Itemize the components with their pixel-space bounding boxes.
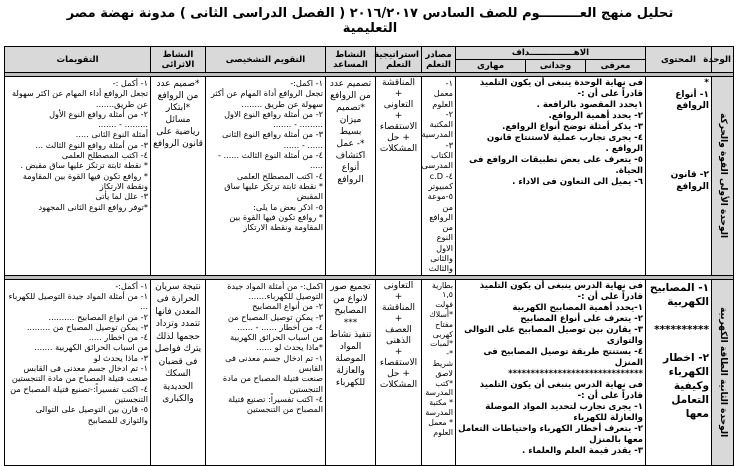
objectives-cell: فى نهاية الدرس ينبغى أن يكون التلميذ قادراً على أن :- ١-يحدد أهمية المصابيح الكهربية ٢- يتعرف على أنواع المصابيح ٣- يقارن بين توصيل المصابيح على التوالى والتوازى ٤- يستنتج طريقة توصيل المصابيح فى المنزل ****************************** فى نهاية الدرس ينبغى أن يكون التلميذ قادراً على أن :- ١- يجرى تجارب لتحديد المواد الموصلة والعازلة للكهرباء ٢- يتعرف أخطار الكهرباء واحتياطات التعامل معها بالمنزل ٣- يقدر قيمة العلم والعلماء . bbox=[456, 279, 646, 465]
header-diagnostic: التقويم التشخيصى bbox=[206, 47, 326, 73]
aids-cell: تصميم عدد من الروافع *تصميم ميزان بسيط *- عمل اكتشاف أنواع الروافع bbox=[326, 77, 376, 276]
header-objectives: الاهـــــــــــــــداف bbox=[456, 47, 646, 60]
content-cell: * ١- أنواع الروافع ٢- قانون الروافع bbox=[646, 77, 712, 276]
header-unit: الوحدة bbox=[712, 47, 734, 73]
table-row bbox=[5, 77, 734, 276]
header-content: المحتوى bbox=[646, 47, 712, 73]
header-strategies: استراتيجية التعلم bbox=[376, 47, 422, 73]
header-sources: مصادر التعلم bbox=[422, 47, 456, 73]
unit-cell: الوحدة الأولى القوة والحركة bbox=[712, 77, 734, 276]
table-row bbox=[5, 279, 734, 465]
diagnostic-cell: اكمل:- من أمثلة المواد جيدة التوصيل للكهرباء....... ٢- من أنواع المصابيح ٣- يمكن توصيل المصباح من ٤- من أخطار ...... - ...... من اسباب الحرائق الكهربية *ماذا يحدث لو ...... ١- تم ادخال جسم معدنى فى القابس صنعت فتيلة المصباح من مادة التنجستين ٤- اكتب تفسيراً: تصنيع فتيلة المصباح من التنجستين bbox=[206, 279, 326, 465]
strategies-cell: المناقشة + التعاونى + الاستقصاء + حل المشكلات bbox=[376, 77, 422, 276]
objectives-cell: فى نهاية الوحدة ينبغى أن يكون التلميذ قادراً على أن :- ١يحدد المقصود بالرافعة . ٢- يحدد أهمية الروافع. ٣- يذكر أمثلة توضح أنواع الروافع. ٤- يجرى تجارب عملية لاستنتاج قانون الروافع . ٥- يتعرف على بعض تطبيقات الروافع فى الحياة. ٦- يميل الى التعاون فى الاداء . bbox=[456, 77, 646, 276]
header-cognitive: معرفى bbox=[586, 60, 646, 73]
enrichment-cell: *صميم عدد من الروافع *ابتكار مسائل رياضية على قانون الروافع bbox=[151, 77, 206, 276]
header-enrichment: النشاط الاثرائى bbox=[151, 47, 206, 73]
header-affective: وجدانى bbox=[526, 60, 586, 73]
sources-cell: بطارية ١,٥ فولت *أسلاك مفتاح كهربى *لمبات *- شريط لاصق *كتب المدرسة * مكتبة المدرسة * معمل العلوم bbox=[422, 279, 456, 465]
page-title: تحليل منهج العـــــــــوم للصف السادس ٢٠١٦/٢٠١٧ ( الفصل الدراسى الثانى ) مدونة نهضة مصر التعليمية bbox=[66, 6, 674, 36]
header-assessments: التقويمات bbox=[5, 47, 151, 73]
enrichment-cell: نتيجة سريان الحرارة فى المعدن فانها تتمدد وتزداد حجمها لذلك يترك فواصل فى قضبان السكك الحديدية والكبارى bbox=[151, 279, 206, 465]
diagnostic-cell: ١- اكمل:- تجعل الروافع أداة المهام عن أكثر سهولة عن طريق ........ ٢- من أمثلة روافع النوع الاول ......... - ....... ٣- من أمثلة روافع النوع الثانى ...... - ...... ٤- من أمثلة النوع الثالث ...... - ..... ٤- اكتب المصطلح العلمى * نقطة ثابتة ترتكز عليها ساق المقبض ٥- اذكر بعض ما يلى: * روافع تكون فيها القوة بين المقاومة ونقطة الارتكاز bbox=[206, 77, 326, 276]
strategies-cell: التعاونى + المناقشة + العصف الذهنى + الاستقصاء + حل المشكلات bbox=[376, 279, 422, 465]
header-aids: النشاط المساعد bbox=[326, 47, 376, 73]
aids-cell: تجميع صور لانواع من المصابيح *** تنفيذ نشاط المواد الموصلة والعازلة للكهرباء bbox=[326, 279, 376, 465]
assessments-cell: ١- أكمل:- ١- من أمثلة المواد جيدة التوصيل للكهرباء ... ٢- من انواع المصابيح .......... ٣- يمكن توصيل المصباح من ......... ٤- من اخطار ..... من اسباب الحرائق الكهربية ....... ٣- ماذا يحدث لو ١- تم ادخال جسم معدنى فى القابس صنعت فتيلة المصباح من مادة التنجستين ٤- اكتب تفسيراً:-تصنيع فتيلة المصباح من التنجستين ٥- قارن بين التوصيل على التوالى والتوازى للمصابيح bbox=[5, 279, 151, 465]
unit-cell: الوحدة الثانية الطاقة الكهربية bbox=[712, 279, 734, 465]
curriculum-table bbox=[4, 46, 734, 466]
sources-cell: ١- معمل العلوم ٢- المكتبة المدرسية ٣- الكتاب المدرسى ٤- c.D كمبيوتر ٥-موعة من الروافع من النوع الاول والثانى والثالث bbox=[422, 77, 456, 276]
content-cell: ١- المصابيح الكهربية ********** ٢- اخطار الكهرباء وكيفية التعامل معها bbox=[646, 279, 712, 465]
assessments-cell: ١- أكمل :- تجعل الروافع أداء المهام عن اكثر سهولة عن طريق....... ٢- من أمثلة روافع النوع الأول ......... - ....... أمثلة النوع الثانى ..... ٣- من أمثلة روافع النوع الثالث ... ٤- اكتب المصطلح العلمى * نقطة ثابتة ترتكز عليها ساق مقبض . * روافع تكون فيها القوة بين المقاومة ونقطة الارتكاز ٣- علل لما يأتى *توفر روافع النوع الثانى المجهود bbox=[5, 77, 151, 276]
header-skill: مهارى bbox=[456, 60, 526, 73]
